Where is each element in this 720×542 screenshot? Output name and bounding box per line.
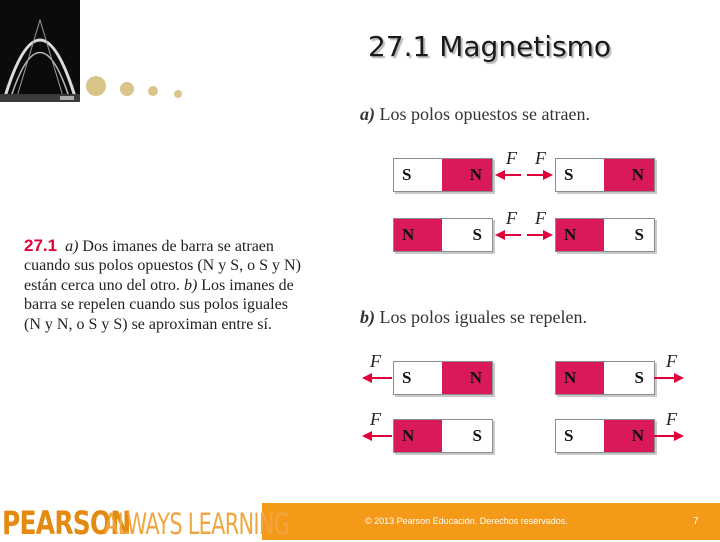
repulsion-arrow-left-icon bbox=[360, 371, 393, 385]
force-label: F bbox=[666, 409, 677, 429]
attraction-arrows-icon bbox=[493, 168, 555, 182]
figure-caption: 27.1 a) Dos imanes de barra se atraen cuando sus polos opuestos (N y S, o S y N) están cerca uno del otro. b) Los imanes de barra se repelen cuando sus polos iguales (N y N, o S y S) se aproximan entre sí. bbox=[24, 236, 301, 333]
force-label: F bbox=[370, 409, 381, 429]
force-label: F bbox=[506, 148, 517, 168]
pearson-logo bbox=[0, 503, 290, 542]
brand-name: PEARSON bbox=[2, 504, 131, 542]
force-label: F bbox=[506, 208, 517, 228]
attraction-arrows-icon bbox=[493, 228, 555, 242]
force-label: F bbox=[535, 208, 546, 228]
figure-number: 27.1 bbox=[24, 236, 58, 255]
figure-caption-a-label: a) bbox=[65, 238, 79, 255]
footer-bar bbox=[0, 503, 720, 540]
magnet-b2-right: S N bbox=[555, 419, 655, 453]
book-cover-thumbnail bbox=[0, 0, 80, 102]
magnet-a2-left: N S bbox=[393, 218, 493, 252]
repulsion-arrow-left-icon bbox=[360, 429, 393, 443]
force-label: F bbox=[370, 351, 381, 371]
caption-b-text: Los polos iguales se repelen. bbox=[379, 307, 587, 327]
magnet-b1-right: N S bbox=[555, 361, 655, 395]
caption-a-label: a) bbox=[360, 104, 375, 124]
magnet-a1-right: S N bbox=[555, 158, 655, 192]
caption-b bbox=[360, 307, 587, 328]
repulsion-arrow-right-icon bbox=[654, 429, 686, 443]
page-number: 7 bbox=[693, 516, 699, 527]
caption-b-label: b) bbox=[360, 307, 375, 327]
brand-slogan: ALWAYS LEARNING bbox=[104, 507, 290, 541]
repulsion-arrow-right-icon bbox=[654, 371, 686, 385]
copyright-text: © 2013 Pearson Educación. Derechos reservados. bbox=[365, 516, 568, 526]
caption-a bbox=[360, 104, 590, 125]
caption-a-text: Los polos opuestos se atraen. bbox=[379, 104, 590, 124]
decorative-dots bbox=[86, 74, 196, 104]
magnet-a2-right: N S bbox=[555, 218, 655, 252]
magnet-b2-left: N S bbox=[393, 419, 493, 453]
magnet-a1-left: S N bbox=[393, 158, 493, 192]
cover-art-icon bbox=[0, 0, 80, 102]
force-label: F bbox=[535, 148, 546, 168]
force-label: F bbox=[666, 351, 677, 371]
figure-caption-b-label: b) bbox=[183, 276, 198, 294]
slide-title: 27.1 Magnetismo bbox=[368, 30, 612, 63]
magnet-b1-left: S N bbox=[393, 361, 493, 395]
